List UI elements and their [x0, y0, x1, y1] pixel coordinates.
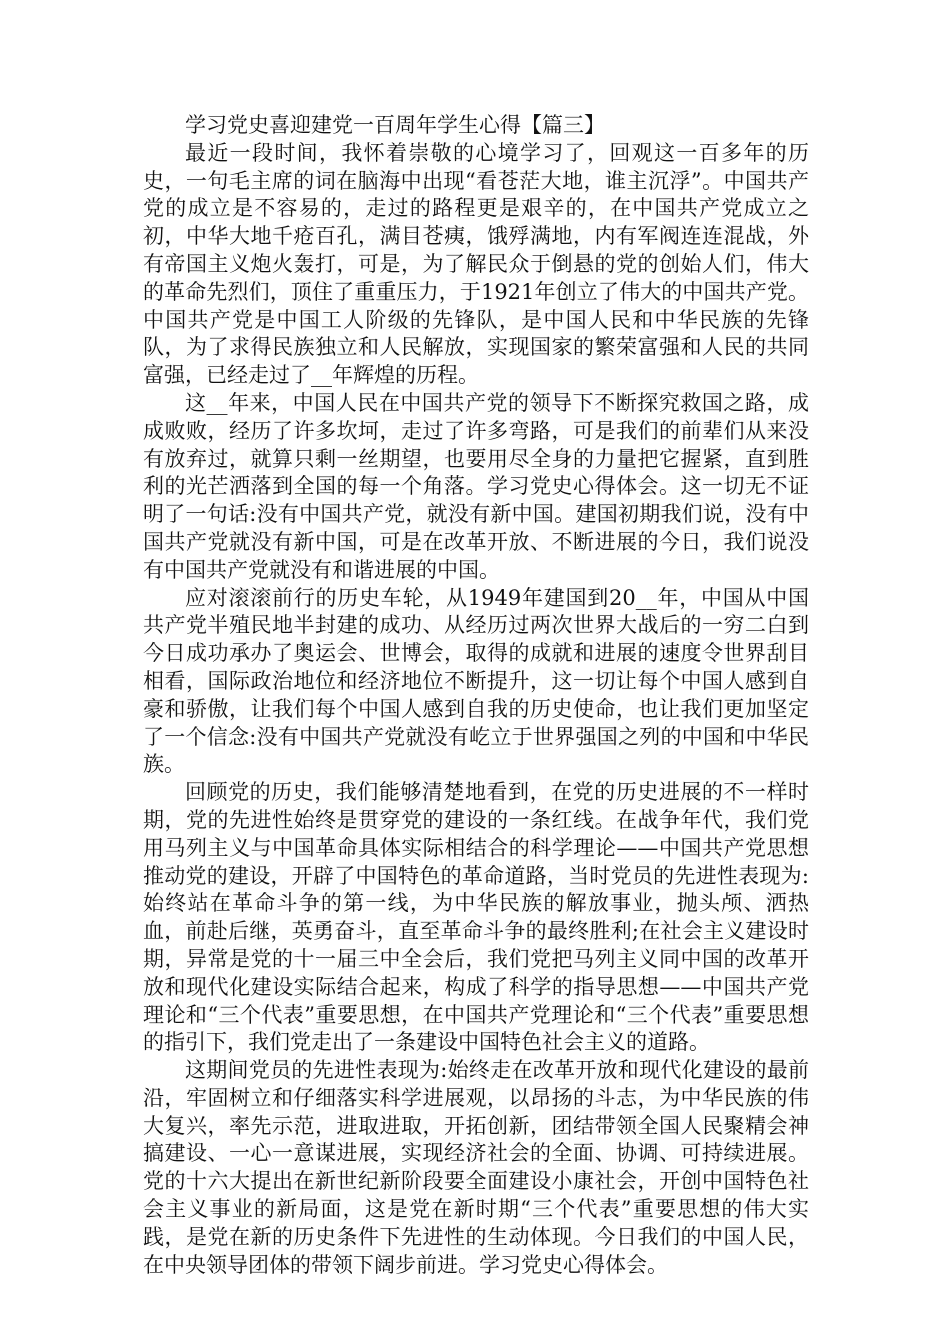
paragraph-2: 这__年来，中国人民在中国共产党的领导下不断探究救国之路，成成败败，经历了许多坎坷，走过了许多弯路，可是我们的前辈们从来没有放弃过，就算只剩一丝期望，也要用尽全身的力量把它握紧，直到胜利的光芒洒落到全国的每一个角落。学习党史心得体会。这一切无不证明了一句话:没有中国共产党，就没有新中国。建国初期我们说，没有中国共产党就没有新中国，可是在改革开放、不断进展的今日，我们说没有中国共产党就没有和谐进展的中国。 [143, 390, 809, 582]
paragraph-3: 应对滚滚前行的历史车轮，从1949年建国到20__年，中国从中国共产党半殖民地半封建的成功、从经历过两次世界大战后的一穷二白到今日成功承办了奥运会、世博会，取得的成就和进展的速度令世界刮目相看，国际政治地位和经济地位不断提升，这一切让每个中国人感到自豪和骄傲，让我们每个中国人感到自我的历史使命，也让我们更加坚定了一个信念:没有中国共产党就没有屹立于世界强国之列的中国和中华民族。 [143, 585, 809, 777]
paragraph-1: 最近一段时间，我怀着崇敬的心境学习了，回观这一百多年的历史，一句毛主席的词在脑海中出现“看苍茫大地，谁主沉浮”。中国共产党的成立是不容易的，走过的路程更是艰辛的，在中国共产党成立之初，中华大地千疮百孔，满目苍痍，饿殍满地，内有军阀连连混战，外有帝国主义炮火轰打，可是，为了解民众于倒悬的党的创始人们，伟大的革命先烈们，顶住了重重压力，于1921年创立了伟大的中国共产党。中国共产党是中国工人阶级的先锋队，是中国人民和中华民族的先锋队，为了求得民族独立和人民解放，实现国家的繁荣富强和人民的共同富强，已经走过了__年辉煌的历程。 [143, 140, 809, 388]
paragraph-5: 这期间党员的先进性表现为:始终走在改革开放和现代化建设的最前沿，牢固树立和仔细落实科学进展观，以昂扬的斗志，为中华民族的伟大复兴，率先示范，进取进取，开拓创新，团结带领全国人民聚精会神搞建设、一心一意谋进展，实现经济社会的全面、协调、可持续进展。党的十六大提出在新世纪新阶段要全面建设小康社会，开创中国特色社会主义事业的新局面，这是党在新时期“三个代表”重要思想的伟大实践，是党在新的历史条件下先进性的生动体现。今日我们的中国人民，在中央领导团体的带领下阔步前进。学习党史心得体会。 [143, 1058, 809, 1277]
document-title: 学习党史喜迎建党一百周年学生心得【篇三】 [185, 113, 605, 137]
document-page [143, 112, 809, 1279]
paragraph-4: 回顾党的历史，我们能够清楚地看到，在党的历史进展的不一样时期，党的先进性始终是贯穿党的建设的一条红线。在战争年代，我们党用马列主义与中国革命具体实际相结合的科学理论——中国共产党思想推动党的建设，开辟了中国特色的革命道路，当时党员的先进性表现为:始终站在革命斗争的第一线，为中华民族的解放事业，抛头颅、洒热血，前赴后继，英勇奋斗，直至革命斗争的最终胜利;在社会主义建设时期，异常是党的十一届三中全会后，我们党把马列主义同中国的改革开放和现代化建设实际结合起来，构成了科学的指导思想——中国共产党理论和“三个代表”重要思想，在中国共产党理论和“三个代表”重要思想的指引下，我们党走出了一条建设中国特色社会主义的道路。 [143, 780, 809, 1055]
